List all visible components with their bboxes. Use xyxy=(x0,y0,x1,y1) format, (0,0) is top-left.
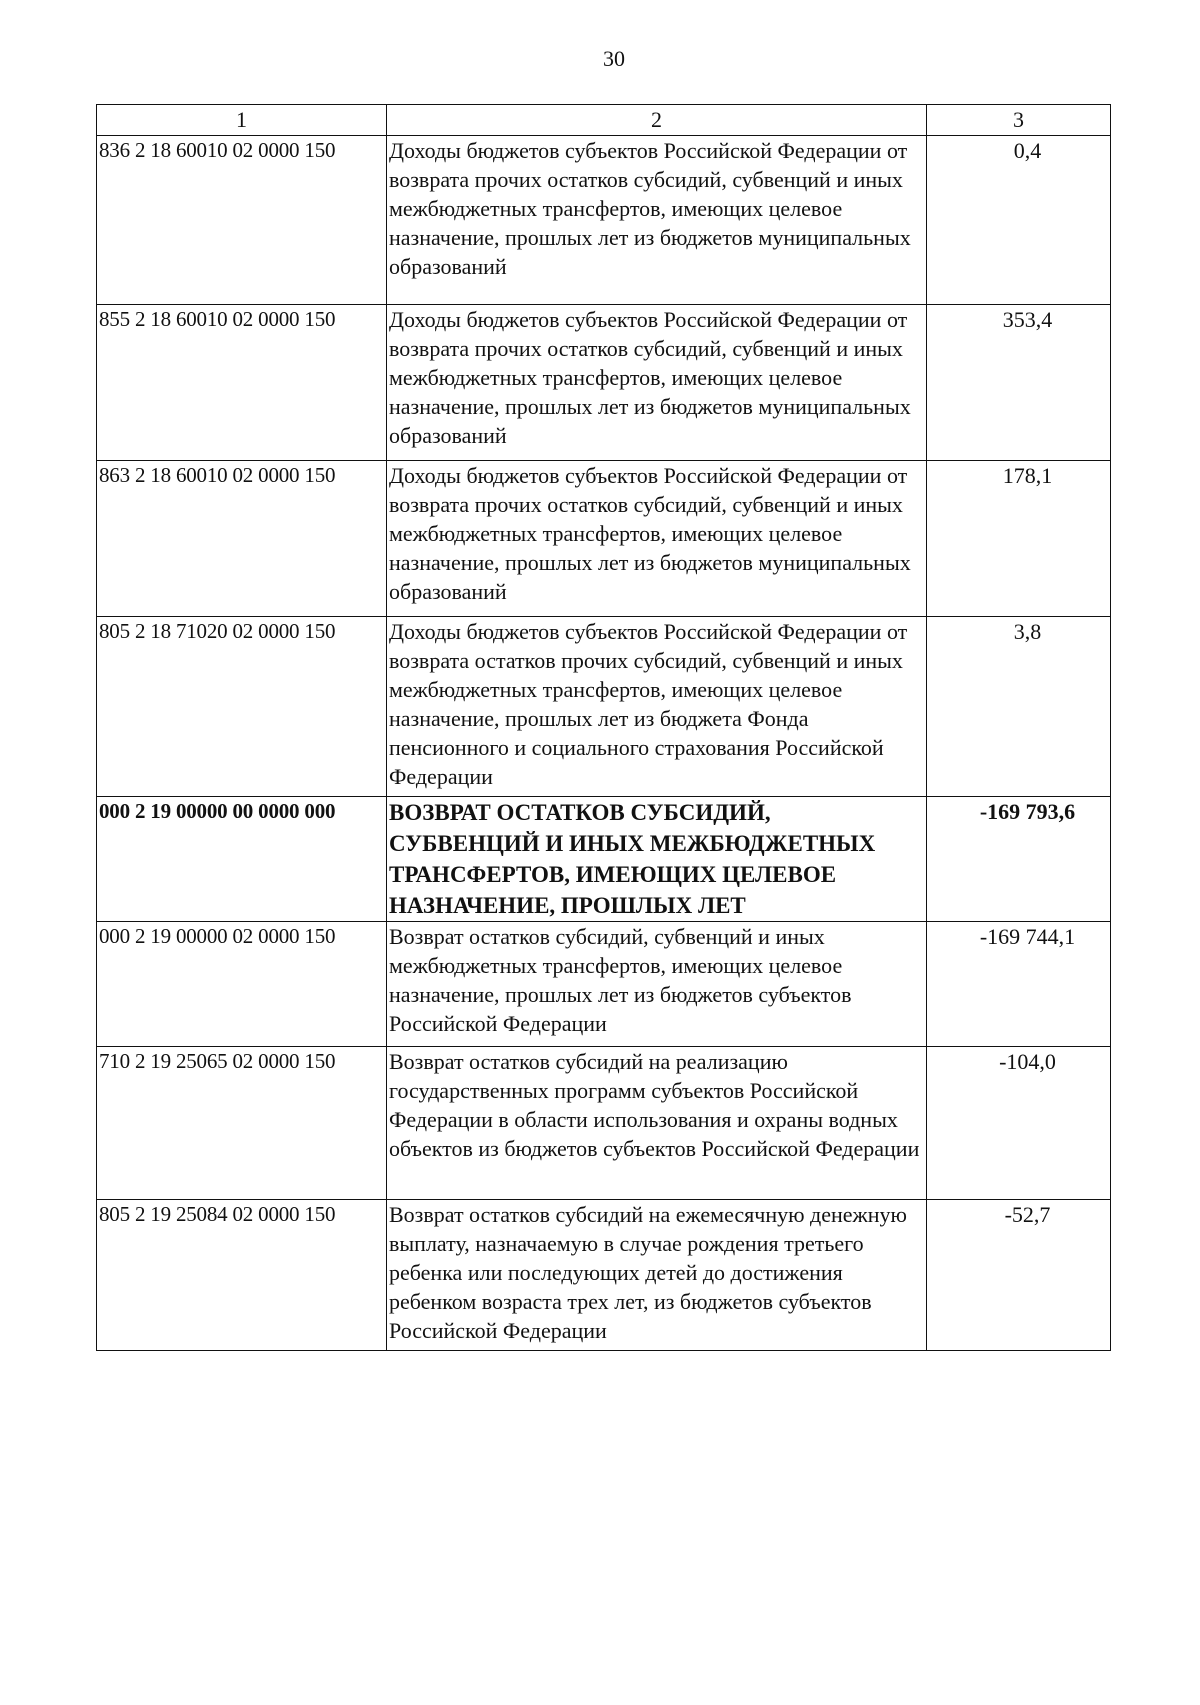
amount-cell xyxy=(927,1200,1111,1351)
budget-code: 805 2 18 71020 02 0000 150 xyxy=(97,617,387,797)
amount-cell xyxy=(927,305,1111,461)
page-number: 30 xyxy=(603,46,625,71)
budget-code: 710 2 19 25065 02 0000 150 xyxy=(97,1047,387,1200)
income-name: Доходы бюджетов субъектов Российской Федерации от возврата прочих остатков субсидий, субвенций и иных межбюджетных трансфертов, имеющих целевое назначение, прошлых лет из бюджетов муниципальных образований xyxy=(387,305,927,461)
table-row xyxy=(97,1200,1111,1351)
amount-value: 3,8 xyxy=(1013,619,1042,644)
income-name: Доходы бюджетов субъектов Российской Федерации от возврата остатков прочих субсидий, субвенций и иных межбюджетных трансфертов, имеющих целевое назначение, прошлых лет из бюджета Фонда пенсионного и социального страхования Российской Федерации xyxy=(387,617,927,797)
amount-cell xyxy=(927,461,1111,617)
budget-table xyxy=(96,104,1111,1351)
amount-value: 353,4 xyxy=(1002,307,1053,332)
budget-table-container xyxy=(96,104,1110,1351)
table-row xyxy=(97,136,1111,305)
amount-value: -104,0 xyxy=(999,1049,1056,1074)
amount-value: -169 744,1 xyxy=(979,924,1076,949)
amount-cell xyxy=(927,617,1111,797)
income-name: Возврат остатков субсидий, субвенций и иных межбюджетных трансфертов, имеющих целевое назначение, прошлых лет из бюджетов субъектов Российской Федерации xyxy=(387,922,927,1047)
column-header-name: 2 xyxy=(387,105,927,136)
table-row xyxy=(97,617,1111,797)
income-name: Возврат остатков субсидий на реализацию государственных программ субъектов Российской Федерации в области использования и охраны водных объектов из бюджетов субъектов Российской Федерации xyxy=(387,1047,927,1200)
amount-value: 0,4 xyxy=(1013,138,1042,163)
table-row xyxy=(97,461,1111,617)
amount-cell xyxy=(927,1047,1111,1200)
table-row-section-total xyxy=(97,797,1111,922)
amount-value: -169 793,6 xyxy=(979,799,1076,824)
budget-code: 000 2 19 00000 00 0000 000 xyxy=(97,797,387,922)
amount-value: -52,7 xyxy=(1004,1202,1051,1227)
income-name: Доходы бюджетов субъектов Российской Федерации от возврата прочих остатков субсидий, субвенций и иных межбюджетных трансфертов, имеющих целевое назначение, прошлых лет из бюджетов муниципальных образований xyxy=(387,461,927,617)
income-name: Доходы бюджетов субъектов Российской Федерации от возврата прочих остатков субсидий, субвенций и иных межбюджетных трансфертов, имеющих целевое назначение, прошлых лет из бюджетов муниципальных образований xyxy=(387,136,927,305)
table-row xyxy=(97,1047,1111,1200)
amount-cell xyxy=(927,797,1111,922)
budget-code: 855 2 18 60010 02 0000 150 xyxy=(97,305,387,461)
amount-cell xyxy=(927,136,1111,305)
amount-value: 178,1 xyxy=(1002,463,1053,488)
income-name: ВОЗВРАТ ОСТАТКОВ СУБСИДИЙ, СУБВЕНЦИЙ И ИНЫХ МЕЖБЮДЖЕТНЫХ ТРАНСФЕРТОВ, ИМЕЮЩИХ ЦЕЛЕВОЕ НАЗНАЧЕНИЕ, ПРОШЛЫХ ЛЕТ xyxy=(387,797,927,922)
budget-code: 836 2 18 60010 02 0000 150 xyxy=(97,136,387,305)
table-row xyxy=(97,305,1111,461)
table-header-row xyxy=(97,105,1111,136)
column-header-amount: 3 xyxy=(927,105,1111,136)
column-header-code: 1 xyxy=(97,105,387,136)
table-row xyxy=(97,922,1111,1047)
budget-code: 000 2 19 00000 02 0000 150 xyxy=(97,922,387,1047)
budget-code: 863 2 18 60010 02 0000 150 xyxy=(97,461,387,617)
budget-code: 805 2 19 25084 02 0000 150 xyxy=(97,1200,387,1351)
income-name: Возврат остатков субсидий на ежемесячную денежную выплату, назначаемую в случае рождения третьего ребенка или последующих детей до достижения ребенком возраста трех лет, из бюджетов субъектов Российской Федерации xyxy=(387,1200,927,1351)
amount-cell xyxy=(927,922,1111,1047)
